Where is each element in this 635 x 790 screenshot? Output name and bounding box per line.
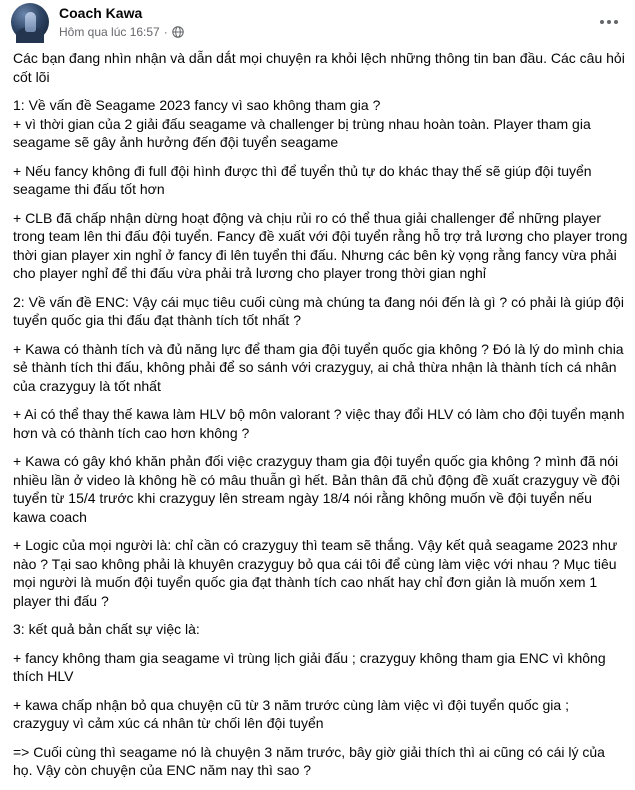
post-paragraph: + CLB đã chấp nhận dừng hoạt động và chịu rủi ro có thể thua giải challenger để những player trong team lên thi đấu đội tuyển. Fancy đề xuất với đội tuyển rằng hỗ trợ trả lương cho player trong thời gian player xin nghỉ ở fancy đi lên tuyển thi đấu. Nhưng các bên kỳ vọng rằng fancy vừa phải cho player nghỉ để thi đấu vừa phải trả lương cho player trong thời gian nghỉ — [13, 209, 628, 281]
post-timestamp[interactable]: Hôm qua lúc 16:57 — [59, 25, 160, 39]
post-paragraph: => Cuối cùng thì seagame nó là chuyện 3 năm trước, bây giờ giải thích thì ai cũng có cái lý của họ. Vậy còn chuyện của ENC năm nay thì sao ? — [13, 743, 605, 778]
post-paragraph: 2: Về vấn đề ENC: Vậy cái mục tiêu cuối cùng mà chúng ta đang nói đến là gì ? có phải là giúp đội tuyển quốc gia thi đấu đạt thành tích tốt nhất ? — [13, 293, 624, 328]
post-paragraph: + fancy không tham gia seagame vì trùng lịch giải đấu ; crazyguy không tham gia ENC vì không thích HLV — [13, 649, 606, 684]
meta-separator: · — [163, 25, 168, 39]
author-name[interactable]: Coach Kawa — [59, 5, 143, 21]
post-paragraph: + Nếu fancy không đi full đội hình được thì để tuyển thủ tự do khác thay thế sẽ giúp đội tuyển seagame thi đấu tốt hơn — [13, 162, 592, 197]
post-header — [0, 0, 635, 46]
avatar[interactable] — [11, 3, 49, 41]
more-options-icon[interactable] — [596, 10, 622, 34]
post-paragraph: + Kawa có thành tích và đủ năng lực để tham gia đội tuyển quốc gia không ? Đó là lý do mình chia sẻ thành tích thi đấu, không phải để so sánh với crazyguy, ai chả thừa nhận là thành tích cá nhân của crazyguy là tốt nhất — [13, 340, 624, 394]
post-paragraph: 1: Về vấn đề Seagame 2023 fancy vì sao không tham gia ? + vì thời gian của 2 giải đấu seagame và challenger bị trùng nhau hoàn toàn. Player tham gia seagame sẽ gây ảnh hưởng đến đội tuyển seagame — [13, 97, 591, 150]
post-paragraph: 3: kết quả bản chất sự việc là: — [13, 621, 200, 637]
post-paragraph: Các bạn đang nhìn nhận và dẫn dắt mọi chuyện ra khỏi lệch những thông tin ban đầu. Các câu hỏi cốt lõi — [13, 50, 625, 85]
globe-icon — [172, 26, 184, 38]
post-paragraph: + Ai có thể thay thế kawa làm HLV bộ môn valorant ? việc thay đổi HLV có làm cho đội tuyển mạnh hơn và có thành tích cao hơn không ? — [13, 406, 625, 441]
post-paragraph: + Kawa có gây khó khăn phản đối việc crazyguy tham gia đội tuyển quốc gia không ? mình đã nói nhiều lần ở video là không hề có mâu thuẫn gì hết. Bản thân đã chủ động đề xuất crazyguy về đội tuyển từ 15/4 trước khi crazyguy lên stream ngày 18/4 nói rằng không muốn về đội tuyển nếu kawa coach — [13, 453, 620, 525]
post-meta — [59, 25, 184, 39]
post-body — [13, 49, 628, 790]
post-paragraph: + kawa chấp nhận bỏ qua chuyện cũ từ 3 năm trước cùng làm việc vì đội tuyển quốc gia ; crazyguy vì cảm xúc cá nhân từ chối lên đội tuyển — [13, 696, 569, 731]
post-paragraph: + Logic của mọi người là: chỉ cần có crazyguy thì team sẽ thắng. Vậy kết quả seagame 2023 như nào ? Tại sao không phải là khuyên crazyguy bỏ qua cái tôi để cùng làm việc với nhau ? Mục tiêu mọi người là muốn đội tuyển quốc gia đạt thành tích cao nhất hay chỉ đơn giản là muốn xem 1 player thi đấu ? — [13, 537, 618, 609]
